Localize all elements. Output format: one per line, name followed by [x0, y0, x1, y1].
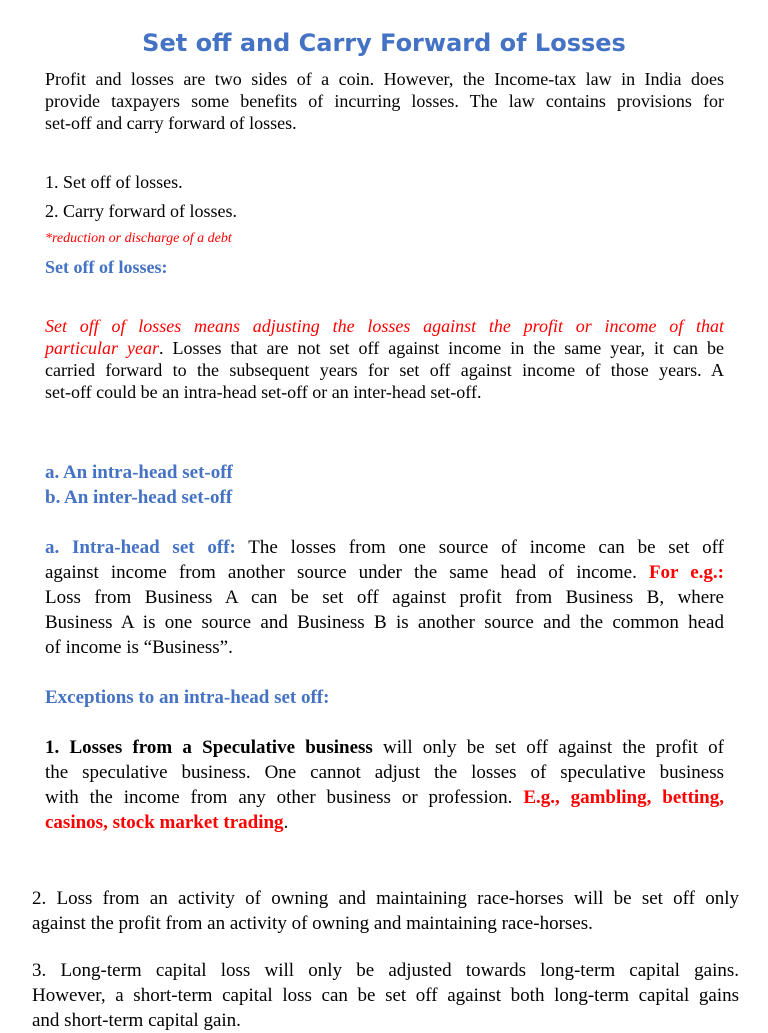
intra-head-paragraph [45, 535, 724, 660]
intra-head-line [45, 560, 724, 585]
intra-head-label: a. Intra-head set off: [45, 537, 236, 558]
intra-head-line: Business A is one source and Business B is another source and the common head [45, 612, 724, 633]
exception-1-text: will only be set off against the profit of [372, 737, 724, 758]
intro-line: set-off and carry forward of losses. [45, 113, 297, 133]
type-intra-head: a. An intra-head set-off [45, 462, 233, 483]
exception-3-line: 3. Long-term capital loss will only be adjusted towards long-term capital gains. [32, 960, 739, 981]
list-item-set-off: 1. Set off of losses. [45, 172, 183, 192]
exception-1-line [45, 810, 724, 835]
type-inter-head: b. An inter-head set-off [45, 487, 233, 508]
intra-head-line [45, 535, 724, 560]
exception-1-paragraph [45, 735, 724, 835]
exception-1-line [45, 785, 724, 810]
definition-emphasis: Set off of losses means adjusting the losses against the profit or income of that [45, 316, 724, 336]
definition-line [45, 337, 724, 359]
exception-1-example: casinos, stock market trading [45, 812, 284, 833]
exception-1-line: the speculative business. One cannot adjust the losses of speculative business [45, 762, 724, 783]
intro-line: Profit and losses are two sides of a coin. However, the Income-tax law in India does [45, 69, 724, 89]
exception-2-paragraph [32, 886, 739, 936]
intro-line: provide taxpayers some benefits of incurring losses. The law contains provisions for [45, 91, 724, 111]
intra-head-text: against income from another source under the same head of income. [45, 562, 637, 583]
definition-paragraph [45, 315, 724, 403]
page-title: Set off and Carry Forward of Losses [142, 29, 626, 57]
exception-1-title: 1. Losses from a Speculative business [45, 737, 373, 758]
exception-2-line: against the profit from an activity of owning and maintaining race-horses. [32, 913, 593, 934]
definition-line: carried forward to the subsequent years for set off against income of those years. A [45, 360, 724, 380]
exception-1-text: with the income from any other business or profession. [45, 787, 513, 808]
exception-2-line: 2. Loss from an activity of owning and maintaining race-horses will be set off only [32, 888, 739, 909]
intra-head-text: The losses from one source of income can be set off [235, 537, 724, 558]
definition-text: . Losses that are not set off against income in the same year, it can be [159, 338, 724, 358]
example-label: For e.g.: [648, 562, 724, 583]
exception-3-line: and short-term capital gain. [32, 1010, 241, 1031]
footnote: *reduction or discharge of a debt [45, 231, 232, 246]
setoff-heading: Set off of losses: [45, 257, 168, 277]
exception-1-example: E.g., gambling, betting, [523, 787, 724, 808]
list-item-carry-forward: 2. Carry forward of losses. [45, 201, 237, 221]
exceptions-heading: Exceptions to an intra-head set off: [45, 687, 330, 708]
definition-line: set-off could be an intra-head set-off or an inter-head set-off. [45, 382, 482, 402]
intra-head-line: Loss from Business A can be set off against profit from Business B, where [45, 587, 724, 608]
exception-3-line: However, a short-term capital loss can be set off against both long-term capital gains [32, 985, 739, 1006]
exception-3-paragraph [32, 958, 739, 1033]
definition-emphasis: particular year [45, 338, 159, 358]
exception-1-end: . [283, 812, 289, 833]
intra-head-line: of income is “Business”. [45, 637, 233, 658]
exception-1-line [45, 735, 724, 760]
intro-paragraph [45, 68, 724, 134]
